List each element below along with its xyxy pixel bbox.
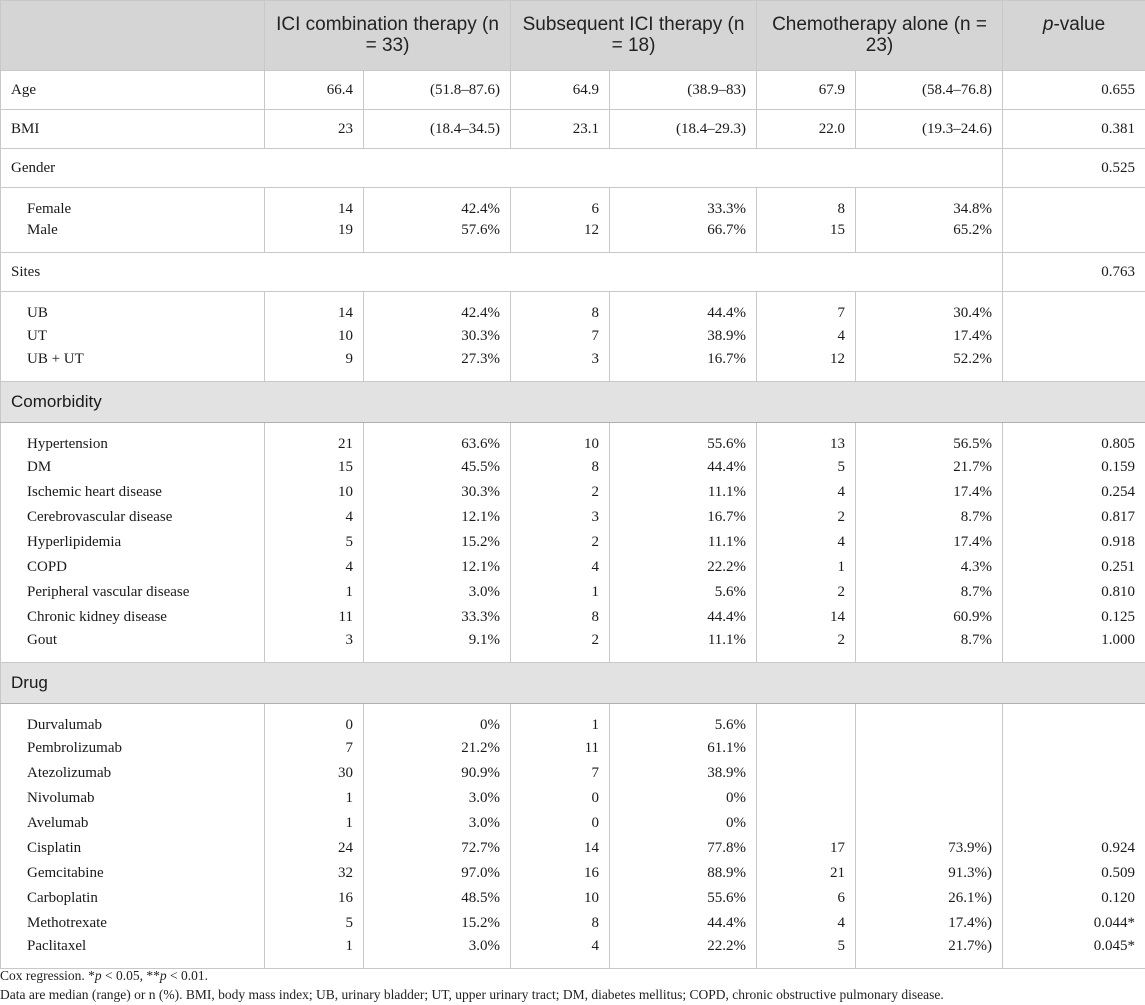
cell-chemo-range: (58.4–76.8) xyxy=(856,71,1003,110)
cell-chemo-pct: 17.4% xyxy=(856,530,1003,555)
cell-chemo-n: 7 xyxy=(757,292,856,325)
section-drug xyxy=(1,663,1145,704)
row-label: Hypertension xyxy=(1,423,265,456)
cell-sub-pct: 16.7% xyxy=(610,349,757,382)
list-item xyxy=(1,555,1145,580)
cell-sub-pct: 11.1% xyxy=(610,480,757,505)
cell-chemo-range: (19.3–24.6) xyxy=(856,110,1003,149)
cell-p-value: 0.254 xyxy=(1003,480,1145,505)
cell-ici-pct: 42.4% xyxy=(364,292,511,325)
row-label: Gout xyxy=(1,630,265,663)
cell-sub-n: 1 xyxy=(511,704,610,737)
cell-ici-n: 7 xyxy=(265,736,364,761)
cell-sub-pct: 5.6% xyxy=(610,580,757,605)
cell-p-value xyxy=(1003,349,1145,382)
cell-chemo-pct xyxy=(856,811,1003,836)
cell-sub-pct: 77.8% xyxy=(610,836,757,861)
list-item xyxy=(1,505,1145,530)
cell-ici-n: 21 xyxy=(265,423,364,456)
cell-sub-n: 16 xyxy=(511,861,610,886)
cell-sub-n: 1 xyxy=(511,580,610,605)
row-label: Atezolizumab xyxy=(1,761,265,786)
cell-chemo-pct xyxy=(856,761,1003,786)
row-label: Nivolumab xyxy=(1,786,265,811)
row-label: DM xyxy=(1,455,265,480)
cell-sub-n: 0 xyxy=(511,786,610,811)
row-label: Cisplatin xyxy=(1,836,265,861)
cell-ici-pct: 12.1% xyxy=(364,555,511,580)
cell-sub-n: 11 xyxy=(511,736,610,761)
cell-sub-value: 23.1 xyxy=(511,110,610,149)
cell-p-value: 0.924 xyxy=(1003,836,1145,861)
cell-p-value: 0.381 xyxy=(1003,110,1145,149)
cell-p-value: 0.655 xyxy=(1003,71,1145,110)
row-label: COPD xyxy=(1,555,265,580)
cell-chemo-value: 22.0 xyxy=(757,110,856,149)
cell-chemo-n: 21 xyxy=(757,861,856,886)
cell-sub-n: 7 xyxy=(511,761,610,786)
cell-p-value xyxy=(1003,220,1145,253)
cell-sub-range: (18.4–29.3) xyxy=(610,110,757,149)
cell-ici-pct: 21.2% xyxy=(364,736,511,761)
cell-sub-value: 64.9 xyxy=(511,71,610,110)
row-gender xyxy=(1,149,1145,188)
list-item xyxy=(1,761,1145,786)
cell-ici-pct: 15.2% xyxy=(364,530,511,555)
cell-sub-pct: 44.4% xyxy=(610,911,757,936)
cell-ici-n: 14 xyxy=(265,292,364,325)
cell-sub-n: 10 xyxy=(511,423,610,456)
cell-sub-n: 8 xyxy=(511,605,610,630)
cell-ici-value: 23 xyxy=(265,110,364,149)
cell-chemo-n xyxy=(757,786,856,811)
list-item xyxy=(1,936,1145,969)
cell-chemo-pct xyxy=(856,736,1003,761)
cell-chemo-pct: 26.1%) xyxy=(856,886,1003,911)
cell-p-value: 0.044* xyxy=(1003,911,1145,936)
list-item xyxy=(1,580,1145,605)
row-label: Pembrolizumab xyxy=(1,736,265,761)
cell-ici-n: 10 xyxy=(265,480,364,505)
cell-sub-pct: 5.6% xyxy=(610,704,757,737)
cell-p-value: 0.159 xyxy=(1003,455,1145,480)
row-label: Male xyxy=(1,220,265,253)
cell-sub-n: 2 xyxy=(511,530,610,555)
cell-ici-n: 19 xyxy=(265,220,364,253)
row-label: Sites xyxy=(1,253,1003,292)
cell-sub-pct: 38.9% xyxy=(610,761,757,786)
cell-chemo-n: 12 xyxy=(757,349,856,382)
row-label: Peripheral vascular disease xyxy=(1,580,265,605)
cell-ici-n: 14 xyxy=(265,188,364,221)
cell-chemo-pct: 56.5% xyxy=(856,423,1003,456)
cell-chemo-n xyxy=(757,736,856,761)
cell-ici-n: 1 xyxy=(265,936,364,969)
cell-p-value xyxy=(1003,292,1145,325)
row-bmi xyxy=(1,110,1145,149)
row-label: UB xyxy=(1,292,265,325)
cell-ici-pct: 42.4% xyxy=(364,188,511,221)
row-label: Hyperlipidemia xyxy=(1,530,265,555)
cell-chemo-n: 4 xyxy=(757,480,856,505)
cell-sub-n: 8 xyxy=(511,455,610,480)
list-item xyxy=(1,861,1145,886)
row-label: Carboplatin xyxy=(1,886,265,911)
cell-sub-n: 4 xyxy=(511,555,610,580)
cell-ici-n: 1 xyxy=(265,786,364,811)
cell-sub-n: 0 xyxy=(511,811,610,836)
cell-ici-n: 30 xyxy=(265,761,364,786)
list-item xyxy=(1,605,1145,630)
row-label: Gender xyxy=(1,149,1003,188)
cell-ici-pct: 15.2% xyxy=(364,911,511,936)
cell-chemo-n: 2 xyxy=(757,505,856,530)
cell-ici-pct: 27.3% xyxy=(364,349,511,382)
cell-ici-pct: 30.3% xyxy=(364,324,511,349)
cell-sub-n: 7 xyxy=(511,324,610,349)
cell-p-value: 0.763 xyxy=(1003,253,1145,292)
list-item xyxy=(1,423,1145,456)
cell-ici-n: 1 xyxy=(265,580,364,605)
cell-sub-pct: 55.6% xyxy=(610,886,757,911)
cell-chemo-n: 4 xyxy=(757,324,856,349)
list-item xyxy=(1,480,1145,505)
cell-ici-pct: 48.5% xyxy=(364,886,511,911)
cell-sub-pct: 16.7% xyxy=(610,505,757,530)
cell-chemo-pct xyxy=(856,786,1003,811)
header-ici-combination: ICI combination therapy (n = 33) xyxy=(265,1,511,71)
cell-ici-pct: 3.0% xyxy=(364,580,511,605)
cell-chemo-n: 4 xyxy=(757,911,856,936)
cell-ici-pct: 45.5% xyxy=(364,455,511,480)
cell-sub-n: 8 xyxy=(511,911,610,936)
cell-ici-n: 4 xyxy=(265,555,364,580)
cell-sub-pct: 88.9% xyxy=(610,861,757,886)
cell-ici-n: 10 xyxy=(265,324,364,349)
cell-sub-pct: 11.1% xyxy=(610,630,757,663)
cell-chemo-pct: 17.4%) xyxy=(856,911,1003,936)
cell-p-value: 0.817 xyxy=(1003,505,1145,530)
cell-chemo-n: 8 xyxy=(757,188,856,221)
row-label: Ischemic heart disease xyxy=(1,480,265,505)
cell-sub-n: 8 xyxy=(511,292,610,325)
cell-sub-pct: 38.9% xyxy=(610,324,757,349)
cell-ici-pct: 57.6% xyxy=(364,220,511,253)
footnote-abbreviations: Data are median (range) or n (%). BMI, body mass index; UB, urinary bladder; UT, upper urinary tract; DM, diabetes mellitus; COPD, chronic obstructive pulmonary disease. xyxy=(0,987,944,1002)
cell-chemo-pct: 21.7%) xyxy=(856,936,1003,969)
cell-chemo-n: 14 xyxy=(757,605,856,630)
list-item xyxy=(1,455,1145,480)
cell-chemo-pct: 17.4% xyxy=(856,480,1003,505)
cell-chemo-pct: 30.4% xyxy=(856,292,1003,325)
cell-ici-n: 5 xyxy=(265,911,364,936)
cell-ici-pct: 9.1% xyxy=(364,630,511,663)
cell-sub-n: 6 xyxy=(511,188,610,221)
cell-ici-n: 24 xyxy=(265,836,364,861)
cell-p-value xyxy=(1003,786,1145,811)
cell-chemo-pct: 52.2% xyxy=(856,349,1003,382)
row-female xyxy=(1,188,1145,221)
cell-p-value: 0.045* xyxy=(1003,936,1145,969)
list-item xyxy=(1,911,1145,936)
row-label: Cerebrovascular disease xyxy=(1,505,265,530)
cell-ici-n: 4 xyxy=(265,505,364,530)
cell-chemo-n xyxy=(757,811,856,836)
cell-chemo-n: 17 xyxy=(757,836,856,861)
cell-sub-n: 4 xyxy=(511,936,610,969)
row-label: Gemcitabine xyxy=(1,861,265,886)
cell-p-value xyxy=(1003,188,1145,221)
cell-ici-pct: 0% xyxy=(364,704,511,737)
cell-chemo-pct xyxy=(856,704,1003,737)
row-label: Age xyxy=(1,71,265,110)
cell-p-value: 0.810 xyxy=(1003,580,1145,605)
cell-p-value: 0.805 xyxy=(1003,423,1145,456)
header-chemotherapy-alone: Chemotherapy alone (n = 23) xyxy=(757,1,1003,71)
cell-p-value: 0.125 xyxy=(1003,605,1145,630)
table-footnotes xyxy=(0,966,1145,1004)
cell-chemo-pct: 17.4% xyxy=(856,324,1003,349)
cell-chemo-pct: 34.8% xyxy=(856,188,1003,221)
cell-chemo-n: 6 xyxy=(757,886,856,911)
cell-sub-n: 2 xyxy=(511,630,610,663)
cell-sub-pct: 33.3% xyxy=(610,188,757,221)
cell-sub-pct: 44.4% xyxy=(610,455,757,480)
cell-sub-pct: 11.1% xyxy=(610,530,757,555)
list-item xyxy=(1,836,1145,861)
cell-p-value xyxy=(1003,324,1145,349)
row-label: Methotrexate xyxy=(1,911,265,936)
row-age xyxy=(1,71,1145,110)
cell-chemo-pct: 8.7% xyxy=(856,505,1003,530)
cell-ici-n: 15 xyxy=(265,455,364,480)
cell-ici-pct: 3.0% xyxy=(364,936,511,969)
row-ub xyxy=(1,292,1145,325)
header-subsequent-ici: Subsequent ICI therapy (n = 18) xyxy=(511,1,757,71)
cell-ici-pct: 3.0% xyxy=(364,786,511,811)
header-row xyxy=(1,1,1145,71)
cell-sub-pct: 61.1% xyxy=(610,736,757,761)
cell-sub-pct: 22.2% xyxy=(610,936,757,969)
row-sites xyxy=(1,253,1145,292)
cell-ici-pct: 33.3% xyxy=(364,605,511,630)
cell-p-value: 1.000 xyxy=(1003,630,1145,663)
list-item xyxy=(1,530,1145,555)
cell-chemo-n: 2 xyxy=(757,630,856,663)
cell-ici-n: 5 xyxy=(265,530,364,555)
cell-ici-pct: 30.3% xyxy=(364,480,511,505)
cell-sub-pct: 0% xyxy=(610,811,757,836)
cell-sub-n: 2 xyxy=(511,480,610,505)
cell-sub-n: 3 xyxy=(511,349,610,382)
cell-ici-n: 16 xyxy=(265,886,364,911)
cell-sub-pct: 44.4% xyxy=(610,605,757,630)
cell-ici-pct: 63.6% xyxy=(364,423,511,456)
row-ut xyxy=(1,324,1145,349)
row-label: Female xyxy=(1,188,265,221)
cell-chemo-n: 4 xyxy=(757,530,856,555)
row-label: Chronic kidney disease xyxy=(1,605,265,630)
cell-sub-n: 10 xyxy=(511,886,610,911)
cell-ici-n: 0 xyxy=(265,704,364,737)
cell-ici-pct: 12.1% xyxy=(364,505,511,530)
cell-sub-n: 12 xyxy=(511,220,610,253)
cell-chemo-n xyxy=(757,761,856,786)
cell-sub-n: 3 xyxy=(511,505,610,530)
row-male xyxy=(1,220,1145,253)
header-p-value: p-value xyxy=(1003,1,1145,71)
cell-p-value: 0.251 xyxy=(1003,555,1145,580)
cell-ici-n: 3 xyxy=(265,630,364,663)
cell-chemo-n: 13 xyxy=(757,423,856,456)
cell-ici-n: 9 xyxy=(265,349,364,382)
row-label: UB + UT xyxy=(1,349,265,382)
cell-sub-range: (38.9–83) xyxy=(610,71,757,110)
cell-p-value: 0.918 xyxy=(1003,530,1145,555)
cell-p-value xyxy=(1003,761,1145,786)
section-comorbidity xyxy=(1,382,1145,423)
cell-ici-pct: 97.0% xyxy=(364,861,511,886)
list-item xyxy=(1,704,1145,737)
cell-p-value: 0.120 xyxy=(1003,886,1145,911)
cell-p-value xyxy=(1003,811,1145,836)
row-label: Avelumab xyxy=(1,811,265,836)
cell-chemo-n xyxy=(757,704,856,737)
cell-chemo-pct: 8.7% xyxy=(856,580,1003,605)
cell-chemo-n: 5 xyxy=(757,936,856,969)
list-item xyxy=(1,811,1145,836)
cell-ici-n: 11 xyxy=(265,605,364,630)
cell-ici-n: 32 xyxy=(265,861,364,886)
cell-ici-n: 1 xyxy=(265,811,364,836)
header-blank xyxy=(1,1,265,71)
row-label: Durvalumab xyxy=(1,704,265,737)
section-title: Comorbidity xyxy=(1,382,1145,423)
cell-p-value: 0.509 xyxy=(1003,861,1145,886)
row-label: BMI xyxy=(1,110,265,149)
row-label: Paclitaxel xyxy=(1,936,265,969)
cell-chemo-n: 15 xyxy=(757,220,856,253)
cell-ici-pct: 90.9% xyxy=(364,761,511,786)
cell-sub-pct: 66.7% xyxy=(610,220,757,253)
cell-chemo-pct: 8.7% xyxy=(856,630,1003,663)
cell-chemo-n: 2 xyxy=(757,580,856,605)
cell-p-value xyxy=(1003,736,1145,761)
row-label: UT xyxy=(1,324,265,349)
list-item xyxy=(1,886,1145,911)
list-item xyxy=(1,736,1145,761)
cell-ici-pct: 72.7% xyxy=(364,836,511,861)
cell-chemo-pct: 65.2% xyxy=(856,220,1003,253)
cell-ici-range: (51.8–87.6) xyxy=(364,71,511,110)
row-ub-ut xyxy=(1,349,1145,382)
cell-chemo-pct: 21.7% xyxy=(856,455,1003,480)
cell-chemo-pct: 73.9%) xyxy=(856,836,1003,861)
cell-chemo-n: 1 xyxy=(757,555,856,580)
list-item xyxy=(1,630,1145,663)
cell-chemo-pct: 91.3%) xyxy=(856,861,1003,886)
footnote-significance: Cox regression. *p < 0.05, **p < 0.01. xyxy=(0,968,208,983)
cell-p-value xyxy=(1003,704,1145,737)
cell-p-value: 0.525 xyxy=(1003,149,1145,188)
cell-chemo-n: 5 xyxy=(757,455,856,480)
cell-sub-pct: 22.2% xyxy=(610,555,757,580)
cell-chemo-value: 67.9 xyxy=(757,71,856,110)
cell-sub-n: 14 xyxy=(511,836,610,861)
cell-chemo-pct: 4.3% xyxy=(856,555,1003,580)
cell-ici-range: (18.4–34.5) xyxy=(364,110,511,149)
cell-sub-pct: 55.6% xyxy=(610,423,757,456)
cell-sub-pct: 0% xyxy=(610,786,757,811)
list-item xyxy=(1,786,1145,811)
cell-chemo-pct: 60.9% xyxy=(856,605,1003,630)
cell-ici-value: 66.4 xyxy=(265,71,364,110)
cell-sub-pct: 44.4% xyxy=(610,292,757,325)
section-title: Drug xyxy=(1,663,1145,704)
cell-ici-pct: 3.0% xyxy=(364,811,511,836)
